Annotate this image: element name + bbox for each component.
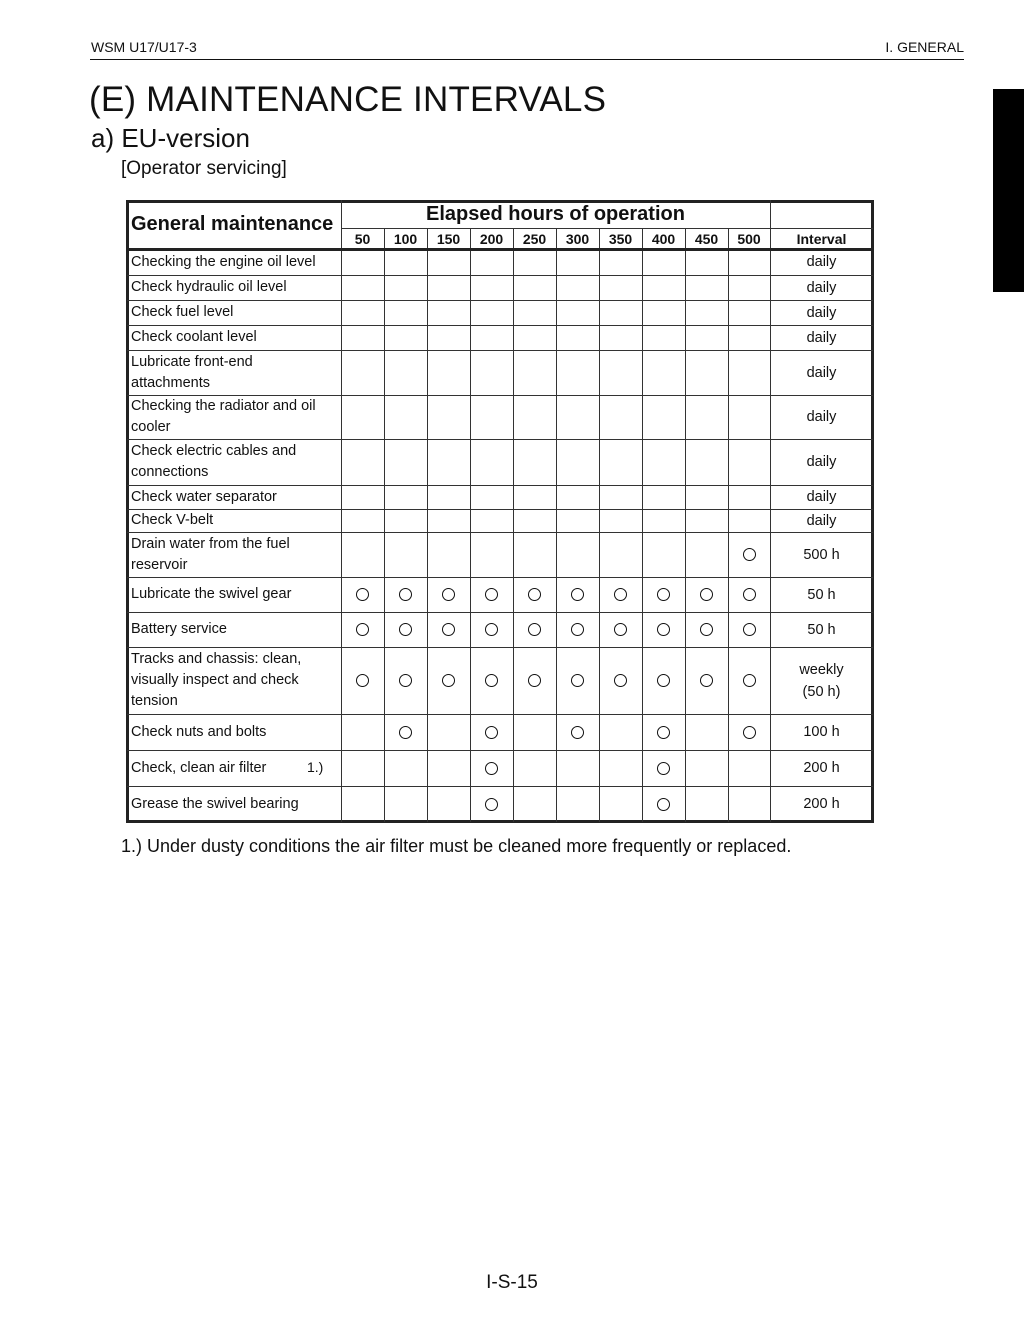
task-name-lines xyxy=(131,758,266,779)
service-mark-circle-icon xyxy=(485,623,498,636)
header-label: Elapsed hours of operation xyxy=(426,202,685,225)
service-mark-circle-icon xyxy=(442,588,455,601)
column-header-hour-400 xyxy=(642,228,685,249)
table-row-interval xyxy=(770,532,873,577)
task-name-line: connections xyxy=(131,464,209,480)
section-subtitle: a) EU-version xyxy=(91,123,250,153)
service-mark-circle-icon xyxy=(528,674,541,687)
interval-value: daily xyxy=(806,489,837,505)
table-row-interval xyxy=(770,249,873,275)
task-name-lines xyxy=(131,277,287,298)
table-divider xyxy=(728,228,729,822)
service-mark-circle-icon xyxy=(657,798,670,811)
table-divider xyxy=(513,228,514,822)
hour-label: 300 xyxy=(565,230,590,247)
task-name-line: Tracks and chassis: clean, xyxy=(131,651,302,667)
column-header-hour-150 xyxy=(427,228,470,249)
interval-value: daily xyxy=(806,254,837,270)
table-row-interval xyxy=(770,300,873,325)
service-mark-circle-icon xyxy=(528,623,541,636)
task-name-lines xyxy=(131,441,296,483)
task-name-line: Drain water from the fuel xyxy=(131,535,290,552)
maintenance-table xyxy=(126,200,874,823)
service-mark-circle-icon xyxy=(700,674,713,687)
task-name-lines xyxy=(131,649,301,712)
interval-value: daily xyxy=(806,364,837,381)
task-name-line: Checking the engine oil level xyxy=(131,253,316,270)
interval-lines xyxy=(803,721,839,743)
interval-lines xyxy=(807,510,837,532)
interval-lines xyxy=(807,406,837,428)
task-name-line: Check hydraulic oil level xyxy=(131,279,287,295)
header-label: General maintenance xyxy=(131,213,334,235)
interval-value: 50 h xyxy=(807,586,836,603)
task-name-line: Lubricate the swivel gear xyxy=(131,586,292,602)
interval-value: daily xyxy=(806,304,837,321)
column-header-elapsed-hours xyxy=(341,200,770,228)
service-mark-circle-icon xyxy=(356,674,369,687)
table-divider xyxy=(599,228,600,822)
column-header-hour-500 xyxy=(728,228,770,249)
table-divider xyxy=(642,228,643,822)
table-divider xyxy=(685,228,686,822)
task-name-lines xyxy=(131,352,253,394)
service-mark-circle-icon xyxy=(614,588,627,601)
table-row-task-name xyxy=(127,647,341,714)
service-mark-circle-icon xyxy=(571,623,584,636)
task-name-line: Battery service xyxy=(131,621,227,637)
header-rule xyxy=(90,59,964,60)
task-name-line: tension xyxy=(131,693,178,709)
table-divider xyxy=(556,228,557,822)
interval-value: daily xyxy=(806,279,837,296)
interval-value: daily xyxy=(806,409,837,425)
table-row-task-name xyxy=(127,439,341,485)
service-mark-circle-icon xyxy=(700,588,713,601)
column-header-hour-350 xyxy=(599,228,642,249)
table-divider xyxy=(341,200,342,822)
interval-lines xyxy=(807,619,835,641)
interval-lines xyxy=(807,302,837,324)
table-row-interval xyxy=(770,350,873,395)
interval-lines xyxy=(803,757,839,779)
column-header-hour-250 xyxy=(513,228,556,249)
service-mark-circle-icon xyxy=(485,798,498,811)
service-mark-circle-icon xyxy=(743,726,756,739)
table-row-interval xyxy=(770,786,873,822)
service-mark-circle-icon xyxy=(700,623,713,636)
interval-lines xyxy=(799,659,843,703)
interval-value: 200 h xyxy=(803,796,840,812)
table-row-interval xyxy=(770,325,873,350)
section-subsubtitle: [Operator servicing] xyxy=(121,158,287,179)
table-row-interval xyxy=(770,439,873,485)
task-name-line: Check electric cables and xyxy=(131,443,297,459)
table-row-interval xyxy=(770,395,873,439)
service-mark-circle-icon xyxy=(485,588,498,601)
task-name-lines xyxy=(131,327,257,348)
header-label: Interval xyxy=(796,230,847,247)
task-name-line: attachments xyxy=(131,374,210,391)
hour-label: 450 xyxy=(694,230,719,247)
interval-value: 100 h xyxy=(803,724,840,740)
task-name-line: Check nuts and bolts xyxy=(131,723,267,740)
interval-value: weekly xyxy=(799,661,844,678)
table-row-task-name xyxy=(127,249,341,275)
table-row-interval xyxy=(770,714,873,750)
task-name-lines xyxy=(131,534,290,576)
table-row-task-name xyxy=(127,350,341,395)
interval-lines xyxy=(807,362,837,384)
table-row-interval xyxy=(770,485,873,509)
task-name-line: reservoir xyxy=(131,556,188,573)
interval-value: 50 h xyxy=(807,621,836,638)
service-mark-circle-icon xyxy=(657,762,670,775)
table-row-task-name xyxy=(127,786,341,822)
interval-value: (50 h) xyxy=(802,683,841,700)
table-divider xyxy=(427,228,428,822)
task-name-line: Grease the swivel bearing xyxy=(131,795,299,812)
interval-value: daily xyxy=(806,512,837,529)
table-row-interval xyxy=(770,509,873,532)
service-mark-circle-icon xyxy=(571,726,584,739)
table-row-interval xyxy=(770,577,873,612)
table-divider xyxy=(770,228,873,229)
page-title: (E) MAINTENANCE INTERVALS xyxy=(89,80,607,119)
service-mark-circle-icon xyxy=(571,588,584,601)
service-mark-circle-icon xyxy=(399,726,412,739)
hour-label: 250 xyxy=(522,230,547,247)
table-row-task-name xyxy=(127,577,341,612)
service-mark-circle-icon xyxy=(399,623,412,636)
task-name-line: Check coolant level xyxy=(131,329,257,345)
hour-label: 100 xyxy=(393,230,418,247)
table-row-interval xyxy=(770,275,873,300)
interval-lines xyxy=(803,544,839,566)
interval-value: 500 h xyxy=(803,546,840,563)
task-name-lines xyxy=(131,487,277,508)
column-header-hour-200 xyxy=(470,228,513,249)
table-row-task-name xyxy=(127,300,341,325)
service-mark-circle-icon xyxy=(743,623,756,636)
column-header-interval xyxy=(770,228,873,249)
task-name-lines xyxy=(131,722,266,743)
service-mark-circle-icon xyxy=(743,588,756,601)
interval-value: daily xyxy=(806,329,837,346)
table-row-task-name xyxy=(127,275,341,300)
hour-label: 50 xyxy=(354,230,371,247)
table-row-task-name xyxy=(127,325,341,350)
interval-lines xyxy=(807,277,837,299)
table-row-interval xyxy=(770,647,873,714)
service-mark-circle-icon xyxy=(399,588,412,601)
footnote-reference: 1.) xyxy=(307,759,324,775)
task-name-line: Check water separator xyxy=(131,488,277,505)
task-name-line: Lubricate front-end xyxy=(131,353,253,370)
footnote: 1.) Under dusty conditions the air filter must be cleaned more frequently or replaced. xyxy=(121,836,792,856)
column-header-hour-100 xyxy=(384,228,427,249)
table-divider xyxy=(470,228,471,822)
task-name-line: cooler xyxy=(131,419,171,435)
task-name-lines xyxy=(131,510,213,531)
service-mark-circle-icon xyxy=(571,674,584,687)
task-name-lines xyxy=(131,252,316,273)
interval-value: 200 h xyxy=(803,760,840,776)
service-mark-circle-icon xyxy=(614,674,627,687)
table-row-task-name xyxy=(127,509,341,532)
table-row-task-name xyxy=(127,395,341,439)
interval-lines xyxy=(807,486,837,508)
service-mark-circle-icon xyxy=(657,726,670,739)
task-name-line: Checking the radiator and oil xyxy=(131,398,316,414)
service-mark-circle-icon xyxy=(356,623,369,636)
interval-lines xyxy=(803,793,839,815)
table-row-task-name xyxy=(127,612,341,647)
interval-lines xyxy=(807,584,835,606)
page-number: I-S-15 xyxy=(486,1272,538,1293)
service-mark-circle-icon xyxy=(442,623,455,636)
service-mark-circle-icon xyxy=(356,588,369,601)
service-mark-circle-icon xyxy=(657,623,670,636)
section-tab-marker xyxy=(993,89,1024,292)
column-header-hour-50 xyxy=(341,228,384,249)
table-row-task-name xyxy=(127,714,341,750)
table-row-interval xyxy=(770,612,873,647)
hour-label: 150 xyxy=(436,230,461,247)
hour-label: 350 xyxy=(608,230,633,247)
task-name-lines xyxy=(131,584,291,605)
service-mark-circle-icon xyxy=(657,588,670,601)
service-mark-circle-icon xyxy=(528,588,541,601)
service-mark-circle-icon xyxy=(743,674,756,687)
task-name-line: Check fuel level xyxy=(131,304,234,320)
task-name-line: Check V-belt xyxy=(131,512,214,528)
service-mark-circle-icon xyxy=(485,726,498,739)
table-divider xyxy=(341,228,770,229)
interval-value: daily xyxy=(806,454,837,470)
service-mark-circle-icon xyxy=(614,623,627,636)
table-row-task-name xyxy=(127,485,341,509)
column-header-general-maintenance xyxy=(127,200,341,249)
table-row-task-name xyxy=(127,532,341,577)
header-right: I. GENERAL xyxy=(885,39,964,55)
header-left: WSM U17/U17-3 xyxy=(91,39,197,55)
interval-lines xyxy=(807,451,837,473)
table-row-interval xyxy=(770,750,873,786)
service-mark-circle-icon xyxy=(442,674,455,687)
service-mark-circle-icon xyxy=(743,548,756,561)
task-name-lines xyxy=(131,619,227,640)
interval-lines xyxy=(807,251,837,273)
service-mark-circle-icon xyxy=(399,674,412,687)
column-header-hour-300 xyxy=(556,228,599,249)
table-divider xyxy=(384,228,385,822)
interval-lines xyxy=(807,327,837,349)
task-name-lines xyxy=(131,302,233,323)
task-name-lines xyxy=(131,794,299,815)
task-name-line: visually inspect and check xyxy=(131,672,299,688)
hour-label: 200 xyxy=(479,230,504,247)
hour-label: 500 xyxy=(737,230,761,247)
service-mark-circle-icon xyxy=(485,762,498,775)
task-name-line: Check, clean air filter xyxy=(131,759,267,776)
service-mark-circle-icon xyxy=(485,674,498,687)
service-mark-circle-icon xyxy=(657,674,670,687)
hour-label: 400 xyxy=(651,230,676,247)
task-name-lines xyxy=(131,396,316,438)
column-header-hour-450 xyxy=(685,228,728,249)
